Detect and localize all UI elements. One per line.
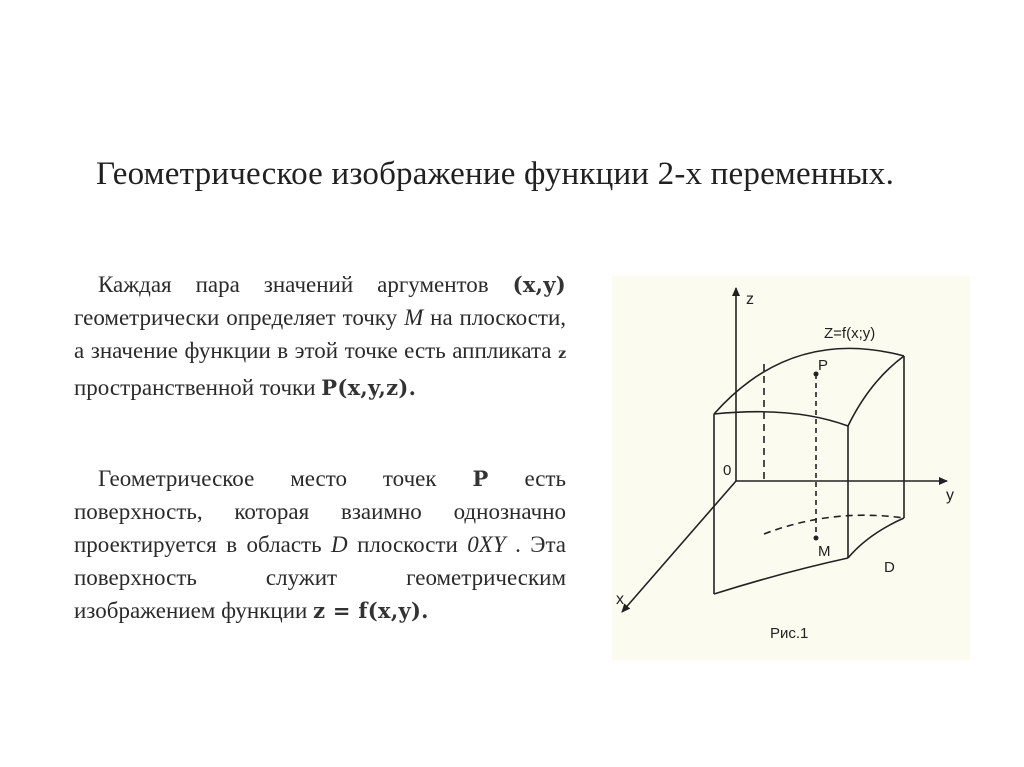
origin-label: 0 bbox=[723, 462, 732, 479]
paragraph-1 bbox=[74, 268, 566, 404]
domain-d-label: D bbox=[884, 559, 895, 576]
surface-top-right bbox=[848, 356, 904, 426]
figure-svg bbox=[612, 276, 970, 660]
axis-x-label: x bbox=[616, 591, 624, 608]
point-m-fig-label: M bbox=[818, 543, 831, 560]
surface-label: Z=f(x;y) bbox=[824, 325, 876, 342]
domain-d-right bbox=[848, 518, 904, 558]
plane-oxy-label: 0XY bbox=[467, 532, 506, 557]
formula-p: P bbox=[472, 466, 489, 491]
figure-caption: Рис.1 bbox=[770, 625, 809, 642]
p1-text-c: на плоскости, а значение функции в этой точке есть аппликата bbox=[74, 305, 567, 363]
axis-y-label: y bbox=[946, 487, 954, 504]
region-d-label: D bbox=[331, 532, 348, 557]
surface-top-front bbox=[714, 412, 848, 426]
point-m-label: M bbox=[404, 305, 424, 330]
formula-pxyz: P(x,y,z). bbox=[321, 375, 417, 400]
p2-text-d: . bbox=[515, 532, 521, 557]
domain-d-back bbox=[764, 515, 904, 534]
p1-text-a: Каждая пара значений аргументов bbox=[98, 272, 489, 297]
surface-top-back bbox=[714, 348, 904, 414]
p1-text-d: пространственной точки bbox=[74, 375, 316, 400]
point-m bbox=[814, 536, 819, 541]
point-p-label: P bbox=[818, 357, 829, 374]
formula-xy: (x,y) bbox=[512, 272, 567, 297]
domain-d-front bbox=[714, 558, 848, 594]
axis-z-label: z bbox=[746, 291, 754, 308]
formula-z: z bbox=[558, 346, 567, 362]
p2-text-e: Эта поверхность служит геометрическим изображением функции bbox=[74, 532, 567, 623]
formula-zfxy: z = f(x,y). bbox=[313, 598, 429, 623]
p2-text-a: Геометрическое место точек bbox=[98, 466, 437, 491]
p2-text-b: есть поверхность, которая взаимно однозначно проектируется в область bbox=[74, 466, 567, 557]
p1-text-b: геометрически определяет точку bbox=[74, 305, 398, 330]
paragraph-2 bbox=[74, 462, 566, 627]
figure-surface bbox=[612, 276, 970, 660]
p2-text-c: плоскости bbox=[357, 532, 458, 557]
slide-title: Геометрическое изображение функции 2-х переменных. bbox=[96, 156, 895, 192]
